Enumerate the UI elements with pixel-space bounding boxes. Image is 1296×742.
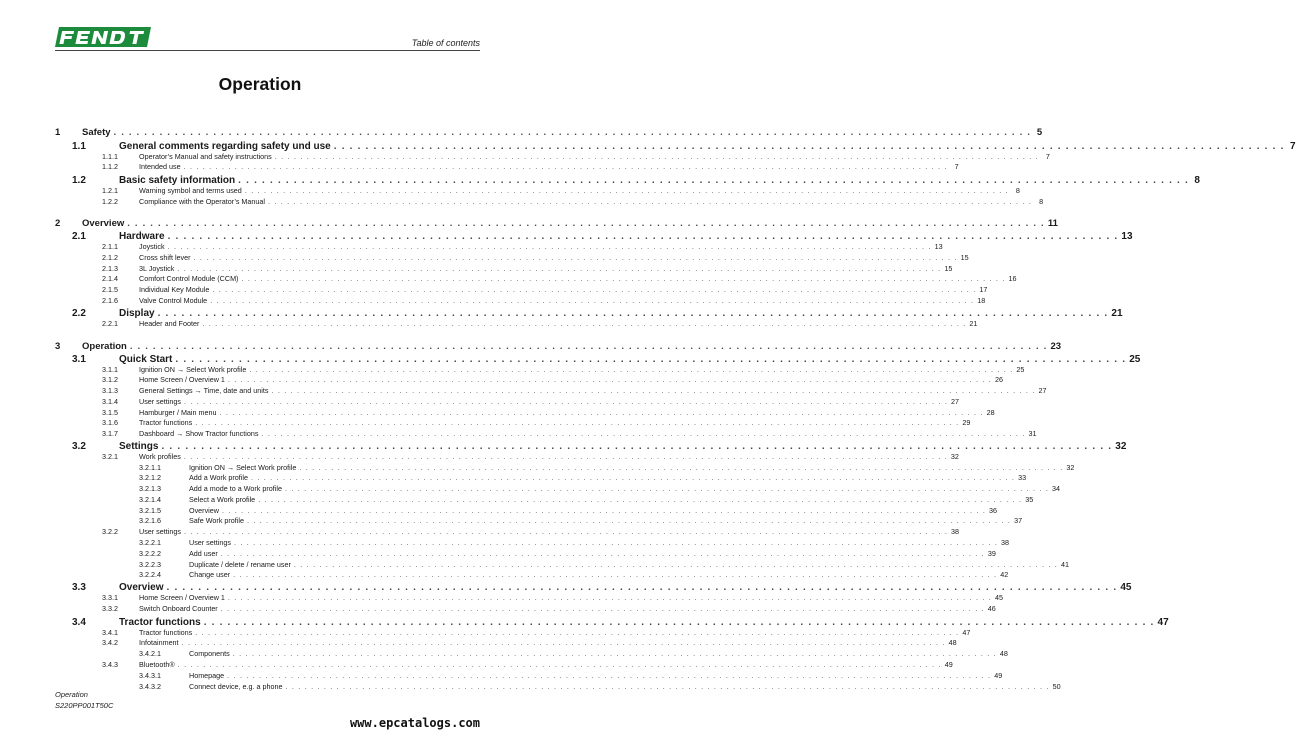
toc-entry-title[interactable]: Bluetooth® — [139, 660, 175, 669]
table-of-contents — [55, 0, 1296, 742]
toc-dot-leader: . . . . . . . . . . . . . . . . . . . . . . . . . . . . . . . . . . . . . . . . . . . . . . . . . . . . . . . . . . . . . . . . . . . . . . . . . . . . . . . . . . . . . . . . . . . . . . . . . . . . . . . . . . . . . . . . . . . . . . . . — [258, 495, 1023, 504]
toc-entry-page[interactable]: 35 — [1025, 495, 1034, 504]
toc-entry-number: 3.1.6 — [102, 418, 118, 427]
toc-entry-title[interactable]: Home Screen / Overview 1 — [139, 375, 225, 384]
toc-entry[interactable] — [55, 341, 1062, 353]
toc-entry-number: 3.3 — [72, 582, 86, 593]
toc-entry-title[interactable]: Home Screen / Overview 1 — [139, 593, 225, 602]
toc-entry-number: 2.1.6 — [102, 296, 118, 305]
toc-entry-page[interactable]: 7 — [1045, 152, 1050, 161]
toc-dot-leader: . . . . . . . . . . . . . . . . . . . . . . . . . . . . . . . . . . . . . . . . . . . . . . . . . . . . . . . . . . . . . . . . . . . . . . . . . . . . . . . . . . . . . . . . . . . . . . . . . . . . . . . . . . . . . . . . . . . . . . . . — [175, 354, 1127, 365]
toc-dot-leader: . . . . . . . . . . . . . . . . . . . . . . . . . . . . . . . . . . . . . . . . . . . . . . . . . . . . . . . . . . . . . . . . . . . . . . . . . . . . . . . . . . . . . . . . . . . . . . . . . . . . . . . . . . . . . . . . . . . . . . . . — [284, 484, 1050, 493]
header-section-label: Table of contents — [411, 38, 480, 48]
toc-entry-title[interactable]: Infotainment — [139, 638, 179, 647]
toc-entry-title[interactable]: Valve Control Module — [139, 296, 208, 305]
toc-entry-number: 3.1.4 — [102, 397, 118, 406]
toc-entry-page[interactable]: 15 — [960, 253, 969, 262]
toc-dot-leader: . . . . . . . . . . . . . . . . . . . . . . . . . . . . . . . . . . . . . . . . . . . . . . . . . . . . . . . . . . . . . . . . . . . . . . . . . . . . . . . . . . . . . . . . . . . . . . . . . . . . . . . . . . . . . . . . . . . . . . . . — [212, 285, 977, 294]
toc-entry-page[interactable]: 18 — [977, 296, 986, 305]
toc-entry-title[interactable]: Quick Start — [119, 354, 173, 365]
toc-entry-number: 1.1 — [72, 141, 86, 152]
toc-entry-page[interactable]: 27 — [1038, 386, 1047, 395]
toc-entry-page[interactable]: 48 — [948, 638, 957, 647]
toc-dot-leader: . . . . . . . . . . . . . . . . . . . . . . . . . . . . . . . . . . . . . . . . . . . . . . . . . . . . . . . . . . . . . . . . . . . . . . . . . . . . . . . . . . . . . . . . . . . . . . . . . . . . . . . . . . . . . . . . . . . . . . . . — [167, 242, 932, 251]
toc-entry-title[interactable]: Dashboard → Show Tractor functions — [139, 429, 259, 438]
toc-entry-title[interactable]: Operator’s Manual and safety instructions — [139, 152, 272, 161]
toc-entry-title[interactable]: Individual Key Module — [139, 285, 210, 294]
toc-entry-page[interactable]: 50 — [1052, 682, 1061, 691]
toc-entry-number: 3.1.1 — [102, 365, 118, 374]
toc-entry-page[interactable]: 47 — [1157, 617, 1169, 628]
toc-dot-leader: . . . . . . . . . . . . . . . . . . . . . . . . . . . . . . . . . . . . . . . . . . . . . . . . . . . . . . . . . . . . . . . . . . . . . . . . . . . . . . . . . . . . . . . . . . . . . . . . . . . . . . . . . . . . . . . . . . . . . . . . — [244, 186, 1009, 195]
toc-entry[interactable] — [55, 604, 996, 616]
toc-dot-leader: . . . . . . . . . . . . . . . . . . . . . . . . . . . . . . . . . . . . . . . . . . . . . . . . . . . . . . . . . . . . . . . . . . . . . . . . . . . . . . . . . . . . . . . . . . . . . . . . . . . . . . . . . . . . . . . . . . . . . . . . — [221, 506, 987, 515]
toc-dot-leader: . . . . . . . . . . . . . . . . . . . . . . . . . . . . . . . . . . . . . . . . . . . . . . . . . . . . . . . . . . . . . . . . . . . . . . . . . . . . . . . . . . . . . . . . . . . . . . . . . . . . . . . . . . . . . . . . . . . . . . . . — [333, 141, 1285, 152]
toc-entry-number: 2.1.5 — [102, 285, 118, 294]
toc-dot-leader: . . . . . . . . . . . . . . . . . . . . . . . . . . . . . . . . . . . . . . . . . . . . . . . . . . . . . . . . . . . . . . . . . . . . . . . . . . . . . . . . . . . . . . . . . . . . . . . . . . . . . . . . . . . . . . . . . . . . . . . . — [220, 549, 985, 558]
toc-entry-page[interactable]: 49 — [994, 671, 1003, 680]
toc-entry-page[interactable]: 8 — [1039, 197, 1044, 206]
toc-entry-title[interactable]: Tractor functions — [139, 418, 193, 427]
toc-dot-leader: . . . . . . . . . . . . . . . . . . . . . . . . . . . . . . . . . . . . . . . . . . . . . . . . . . . . . . . . . . . . . . . . . . . . . . . . . . . . . . . . . . . . . . . . . . . . . . . . . . . . . . . . . . . . . . . . . . . . . . . . — [177, 264, 942, 273]
toc-dot-leader: . . . . . . . . . . . . . . . . . . . . . . . . . . . . . . . . . . . . . . . . . . . . . . . . . . . . . . . . . . . . . . . . . . . . . . . . . . . . . . . . . . . . . . . . . . . . . . . . . . . . . . . . . . . . . . . . . . . . . . . . — [227, 593, 992, 602]
toc-dot-leader: . . . . . . . . . . . . . . . . . . . . . . . . . . . . . . . . . . . . . . . . . . . . . . . . . . . . . . . . . . . . . . . . . . . . . . . . . . . . . . . . . . . . . . . . . . . . . . . . . . . . . . . . . . . . . . . . . . . . . . . . — [113, 127, 1032, 138]
toc-dot-leader: . . . . . . . . . . . . . . . . . . . . . . . . . . . . . . . . . . . . . . . . . . . . . . . . . . . . . . . . . . . . . . . . . . . . . . . . . . . . . . . . . . . . . . . . . . . . . . . . . . . . . . . . . . . . . . . . . . . . . . . . — [210, 296, 975, 305]
toc-dot-leader: . . . . . . . . . . . . . . . . . . . . . . . . . . . . . . . . . . . . . . . . . . . . . . . . . . . . . . . . . . . . . . . . . . . . . . . . . . . . . . . . . . . . . . . . . . . . . . . . . . . . . . . . . . . . . . . . . . . . . . . . — [129, 341, 1048, 352]
toc-entry-page[interactable]: 41 — [1060, 560, 1069, 569]
toc-entry-title[interactable]: Intended use — [139, 162, 181, 171]
toc-entry-number: 3.2.1.1 — [139, 463, 161, 472]
toc-entry-title[interactable]: User settings — [139, 527, 181, 536]
toc-entry-title[interactable]: Select a Work profile — [189, 495, 256, 504]
toc-entry-number: 3.2.1.6 — [139, 516, 161, 525]
toc-dot-leader: . . . . . . . . . . . . . . . . . . . . . . . . . . . . . . . . . . . . . . . . . . . . . . . . . . . . . . . . . . . . . . . . . . . . . . . . . . . . . . . . . . . . . . . . . . . . . . . . . . . . . . . . . . . . . . . . . . . . . . . . — [274, 152, 1039, 161]
toc-entry-title[interactable]: Components — [189, 649, 230, 658]
toc-entry-title[interactable]: General Settings → Time, date and units — [139, 386, 269, 395]
toc-dot-leader: . . . . . . . . . . . . . . . . . . . . . . . . . . . . . . . . . . . . . . . . . . . . . . . . . . . . . . . . . . . . . . . . . . . . . . . . . . . . . . . . . . . . . . . . . . . . . . . . . . . . . . . . . . . . . . . . . . . . . . . . — [183, 162, 948, 171]
toc-dot-leader: . . . . . . . . . . . . . . . . . . . . . . . . . . . . . . . . . . . . . . . . . . . . . . . . . . . . . . . . . . . . . . . . . . . . . . . . . . . . . . . . . . . . . . . . . . . . . . . . . . . . . . . . . . . . . . . . . . . . . . . . — [251, 473, 1016, 482]
toc-entry-title[interactable]: User settings — [139, 397, 181, 406]
toc-entry-page[interactable]: 45 — [994, 593, 1003, 602]
toc-entry-page[interactable]: 7 — [954, 162, 959, 171]
toc-entry[interactable] — [55, 197, 1044, 209]
toc-entry-title[interactable]: Switch Onboard Counter — [139, 604, 218, 613]
toc-entry-number: 1.2.1 — [102, 186, 118, 195]
toc-dot-leader: . . . . . . . . . . . . . . . . . . . . . . . . . . . . . . . . . . . . . . . . . . . . . . . . . . . . . . . . . . . . . . . . . . . . . . . . . . . . . . . . . . . . . . . . . . . . . . . . . . . . . . . . . . . . . . . . . . . . . . . . — [195, 418, 960, 427]
toc-dot-leader: . . . . . . . . . . . . . . . . . . . . . . . . . . . . . . . . . . . . . . . . . . . . . . . . . . . . . . . . . . . . . . . . . . . . . . . . . . . . . . . . . . . . . . . . . . . . . . . . . . . . . . . . . . . . . . . . . . . . . . . . — [161, 441, 1113, 452]
toc-entry-number: 2.1.1 — [102, 242, 118, 251]
toc-entry-number: 1 — [55, 127, 61, 138]
toc-entry-number: 3.2.1.3 — [139, 484, 161, 493]
toc-entry-number: 3.4.3.1 — [139, 671, 161, 680]
toc-entry-page[interactable]: 16 — [1008, 274, 1017, 283]
toc-entry-number: 3.2.2.2 — [139, 549, 161, 558]
toc-dot-leader: . . . . . . . . . . . . . . . . . . . . . . . . . . . . . . . . . . . . . . . . . . . . . . . . . . . . . . . . . . . . . . . . . . . . . . . . . . . . . . . . . . . . . . . . . . . . . . . . . . . . . . . . . . . . . . . . . . . . . . . . — [183, 452, 948, 461]
toc-entry-number: 3.2.2 — [102, 527, 118, 536]
watermark-url: www.epcatalogs.com — [349, 716, 480, 730]
toc-entry-title[interactable]: Hardware — [119, 231, 165, 242]
toc-entry-page[interactable]: 33 — [1018, 473, 1027, 482]
toc-entry-number: 3.1.3 — [102, 386, 118, 395]
toc-entry[interactable] — [55, 127, 1043, 139]
toc-entry-page[interactable]: 38 — [1001, 538, 1010, 547]
toc-entry-title[interactable]: Tractor functions — [119, 617, 201, 628]
toc-entry-title[interactable]: Hamburger / Main menu — [139, 408, 217, 417]
toc-entry-page[interactable]: 7 — [1290, 141, 1296, 152]
toc-entry-number: 3.2.2.3 — [139, 560, 161, 569]
toc-entry-page[interactable]: 25 — [1016, 365, 1025, 374]
toc-entry-number: 3.2.1.4 — [139, 495, 161, 504]
toc-dot-leader: . . . . . . . . . . . . . . . . . . . . . . . . . . . . . . . . . . . . . . . . . . . . . . . . . . . . . . . . . . . . . . . . . . . . . . . . . . . . . . . . . . . . . . . . . . . . . . . . . . . . . . . . . . . . . . . . . . . . . . . . — [220, 604, 985, 613]
toc-entry-page[interactable]: 39 — [987, 549, 996, 558]
toc-entry-page[interactable]: 29 — [962, 418, 971, 427]
toc-dot-leader: . . . . . . . . . . . . . . . . . . . . . . . . . . . . . . . . . . . . . . . . . . . . . . . . . . . . . . . . . . . . . . . . . . . . . . . . . . . . . . . . . . . . . . . . . . . . . . . . . . . . . . . . . . . . . . . . . . . . . . . . — [127, 218, 1045, 229]
toc-entry-page[interactable]: 36 — [989, 506, 998, 515]
toc-entry[interactable] — [55, 218, 1058, 230]
toc-entry-number: 3.2.2.4 — [139, 570, 161, 579]
toc-dot-leader: . . . . . . . . . . . . . . . . . . . . . . . . . . . . . . . . . . . . . . . . . . . . . . . . . . . . . . . . . . . . . . . . . . . . . . . . . . . . . . . . . . . . . . . . . . . . . . . . . . . . . . . . . . . . . . . . . . . . . . . . — [183, 527, 949, 536]
toc-entry-number: 3.1 — [72, 354, 86, 365]
toc-entry-title[interactable]: Compliance with the Operator’s Manual — [139, 197, 265, 206]
toc-dot-leader: . . . . . . . . . . . . . . . . . . . . . . . . . . . . . . . . . . . . . . . . . . . . . . . . . . . . . . . . . . . . . . . . . . . . . . . . . . . . . . . . . . . . . . . . . . . . . . . . . . . . . . . . . . . . . . . . . . . . . . . . — [157, 308, 1109, 319]
toc-entry-number: 3.1.2 — [102, 375, 118, 384]
toc-entry[interactable] — [55, 682, 1061, 694]
toc-entry-number: 3.4.2 — [102, 638, 118, 647]
toc-entry-title[interactable]: Operation — [82, 341, 127, 352]
toc-entry-number: 3.2.1.2 — [139, 473, 161, 482]
toc-entry-title[interactable]: Ignition ON → Select Work profile — [139, 365, 247, 374]
toc-entry-page[interactable]: 26 — [994, 375, 1003, 384]
toc-dot-leader: . . . . . . . . . . . . . . . . . . . . . . . . . . . . . . . . . . . . . . . . . . . . . . . . . . . . . . . . . . . . . . . . . . . . . . . . . . . . . . . . . . . . . . . . . . . . . . . . . . . . . . . . . . . . . . . . . . . . . . . . — [285, 682, 1050, 691]
toc-entry-page[interactable]: 47 — [962, 628, 971, 637]
toc-entry-page[interactable]: 32 — [1115, 441, 1127, 452]
toc-dot-leader: . . . . . . . . . . . . . . . . . . . . . . . . . . . . . . . . . . . . . . . . . . . . . . . . . . . . . . . . . . . . . . . . . . . . . . . . . . . . . . . . . . . . . . . . . . . . . . . . . . . . . . . . . . . . . . . . . . . . . . . . — [203, 617, 1155, 628]
toc-entry-page[interactable]: 17 — [979, 285, 988, 294]
toc-dot-leader: . . . . . . . . . . . . . . . . . . . . . . . . . . . . . . . . . . . . . . . . . . . . . . . . . . . . . . . . . . . . . . . . . . . . . . . . . . . . . . . . . . . . . . . . . . . . . . . . . . . . . . . . . . . . . . . . . . . . . . . . — [202, 319, 967, 328]
toc-entry-title[interactable]: Comfort Control Module (CCM) — [139, 274, 239, 283]
toc-entry-number: 2.1 — [72, 231, 86, 242]
toc-dot-leader: . . . . . . . . . . . . . . . . . . . . . . . . . . . . . . . . . . . . . . . . . . . . . . . . . . . . . . . . . . . . . . . . . . . . . . . . . . . . . . . . . . . . . . . . . . . . . . . . . . . . . . . . . . . . . . . . . . . . . . . . — [249, 365, 1014, 374]
toc-entry-number: 1.2 — [72, 175, 86, 186]
toc-entry-title[interactable]: Safe Work profile — [189, 516, 244, 525]
toc-dot-leader: . . . . . . . . . . . . . . . . . . . . . . . . . . . . . . . . . . . . . . . . . . . . . . . . . . . . . . . . . . . . . . . . . . . . . . . . . . . . . . . . . . . . . . . . . . . . . . . . . . . . . . . . . . . . . . . . . . . . . . . . — [233, 538, 999, 547]
toc-entry-title[interactable]: Header and Footer — [139, 319, 200, 328]
toc-entry-title[interactable]: Overview — [189, 506, 219, 515]
toc-entry[interactable] — [55, 319, 978, 331]
toc-entry-number: 3.2.1 — [102, 452, 118, 461]
toc-dot-leader: . . . . . . . . . . . . . . . . . . . . . . . . . . . . . . . . . . . . . . . . . . . . . . . . . . . . . . . . . . . . . . . . . . . . . . . . . . . . . . . . . . . . . . . . . . . . . . . . . . . . . . . . . . . . . . . . . . . . . . . . — [299, 463, 1064, 472]
toc-entry-title[interactable]: Ignition ON → Select Work profile — [189, 463, 297, 472]
toc-entry-number: 1.2.2 — [102, 197, 118, 206]
toc-entry-number: 3.4.2.1 — [139, 649, 161, 658]
toc-entry-title[interactable]: Joystick — [139, 242, 165, 251]
toc-entry-page[interactable]: 46 — [987, 604, 996, 613]
toc-dot-leader: . . . . . . . . . . . . . . . . . . . . . . . . . . . . . . . . . . . . . . . . . . . . . . . . . . . . . . . . . . . . . . . . . . . . . . . . . . . . . . . . . . . . . . . . . . . . . . . . . . . . . . . . . . . . . . . . . . . . . . . . — [233, 570, 998, 579]
toc-entry[interactable] — [55, 429, 1037, 441]
toc-entry-page[interactable]: 48 — [999, 649, 1008, 658]
toc-entry-title[interactable]: Tractor functions — [139, 628, 193, 637]
toc-entry-page[interactable]: 34 — [1052, 484, 1061, 493]
toc-entry-title[interactable]: Basic safety information — [119, 175, 236, 186]
toc-entry-page[interactable]: 28 — [986, 408, 995, 417]
toc-entry-number: 3.2.2.1 — [139, 538, 161, 547]
toc-entry-number: 3.4.3.2 — [139, 682, 161, 691]
toc-entry-page[interactable]: 27 — [951, 397, 960, 406]
page-title: Operation — [218, 74, 302, 94]
toc-entry-title[interactable]: Overview — [82, 218, 125, 229]
toc-entry[interactable] — [55, 162, 959, 174]
toc-entry-page[interactable]: 31 — [1028, 429, 1037, 438]
toc-dot-leader: . . . . . . . . . . . . . . . . . . . . . . . . . . . . . . . . . . . . . . . . . . . . . . . . . . . . . . . . . . . . . . . . . . . . . . . . . . . . . . . . . . . . . . . . . . . . . . . . . . . . . . . . . . . . . . . . . . . . . . . . — [177, 660, 942, 669]
toc-entry-title[interactable]: Duplicate / delete / rename user — [189, 560, 291, 569]
toc-entry-page[interactable]: 5 — [1036, 127, 1043, 138]
toc-entry-page[interactable]: 11 — [1047, 218, 1058, 229]
toc-entry-number: 3 — [55, 341, 61, 352]
toc-entry-number: 3.4.1 — [102, 628, 118, 637]
toc-entry-title[interactable]: Warning symbol and terms used — [139, 186, 242, 195]
toc-entry-page[interactable]: 15 — [944, 264, 953, 273]
toc-entry-title[interactable]: Cross shift lever — [139, 253, 191, 262]
toc-entry-number: 3.4.3 — [102, 660, 118, 669]
toc-dot-leader: . . . . . . . . . . . . . . . . . . . . . . . . . . . . . . . . . . . . . . . . . . . . . . . . . . . . . . . . . . . . . . . . . . . . . . . . . . . . . . . . . . . . . . . . . . . . . . . . . . . . . . . . . . . . . . . . . . . . . . . . — [238, 175, 1189, 186]
toc-dot-leader: . . . . . . . . . . . . . . . . . . . . . . . . . . . . . . . . . . . . . . . . . . . . . . . . . . . . . . . . . . . . . . . . . . . . . . . . . . . . . . . . . . . . . . . . . . . . . . . . . . . . . . . . . . . . . . . . . . . . . . . . — [166, 582, 1118, 593]
toc-dot-leader: . . . . . . . . . . . . . . . . . . . . . . . . . . . . . . . . . . . . . . . . . . . . . . . . . . . . . . . . . . . . . . . . . . . . . . . . . . . . . . . . . . . . . . . . . . . . . . . . . . . . . . . . . . . . . . . . . . . . . . . . — [261, 429, 1026, 438]
toc-entry-title[interactable]: Homepage — [189, 671, 225, 680]
toc-entry-page[interactable]: 42 — [1000, 570, 1009, 579]
toc-entry-title[interactable]: 3L Joystick — [139, 264, 175, 273]
toc-entry-page[interactable]: 13 — [934, 242, 943, 251]
toc-entry-number: 2.1.4 — [102, 274, 118, 283]
toc-entry-page[interactable]: 25 — [1129, 354, 1141, 365]
toc-dot-leader: . . . . . . . . . . . . . . . . . . . . . . . . . . . . . . . . . . . . . . . . . . . . . . . . . . . . . . . . . . . . . . . . . . . . . . . . . . . . . . . . . . . . . . . . . . . . . . . . . . . . . . . . . . . . . . . . . . . . . . . . — [195, 628, 960, 637]
toc-entry-number: 2 — [55, 218, 61, 229]
footer-title: Operation — [55, 690, 88, 699]
toc-entry-page[interactable]: 23 — [1050, 341, 1062, 352]
toc-entry-page[interactable]: 32 — [950, 452, 959, 461]
toc-dot-leader: . . . . . . . . . . . . . . . . . . . . . . . . . . . . . . . . . . . . . . . . . . . . . . . . . . . . . . . . . . . . . . . . . . . . . . . . . . . . . . . . . . . . . . . . . . . . . . . . . . . . . . . . . . . . . . . . . . . . . . . . — [232, 649, 997, 658]
toc-entry-title[interactable]: General comments regarding safety und use — [119, 141, 331, 152]
toc-entry-number: 3.4 — [72, 617, 86, 628]
toc-entry-number: 3.1.5 — [102, 408, 118, 417]
toc-dot-leader: . . . . . . . . . . . . . . . . . . . . . . . . . . . . . . . . . . . . . . . . . . . . . . . . . . . . . . . . . . . . . . . . . . . . . . . . . . . . . . . . . . . . . . . . . . . . . . . . . . . . . . . . . . . . . . . . . . . . . . . . — [227, 671, 992, 680]
toc-dot-leader: . . . . . . . . . . . . . . . . . . . . . . . . . . . . . . . . . . . . . . . . . . . . . . . . . . . . . . . . . . . . . . . . . . . . . . . . . . . . . . . . . . . . . . . . . . . . . . . . . . . . . . . . . . . . . . . . . . . . . . . . — [293, 560, 1058, 569]
toc-entry-number: 2.1.3 — [102, 264, 118, 273]
toc-entry[interactable] — [55, 296, 986, 308]
toc-entry-page[interactable]: 8 — [1194, 175, 1200, 186]
toc-entry-number: 3.2.1.5 — [139, 506, 161, 515]
toc-entry-title[interactable]: Settings — [119, 441, 159, 452]
toc-entry-title[interactable]: Safety — [82, 127, 111, 138]
toc-dot-leader: . . . . . . . . . . . . . . . . . . . . . . . . . . . . . . . . . . . . . . . . . . . . . . . . . . . . . . . . . . . . . . . . . . . . . . . . . . . . . . . . . . . . . . . . . . . . . . . . . . . . . . . . . . . . . . . . . . . . . . . . — [193, 253, 958, 262]
toc-entry-title[interactable]: Display — [119, 308, 155, 319]
toc-entry[interactable] — [55, 570, 1009, 582]
toc-entry-page[interactable]: 45 — [1120, 582, 1132, 593]
toc-entry-page[interactable]: 8 — [1015, 186, 1020, 195]
toc-entry-page[interactable]: 49 — [944, 660, 953, 669]
toc-entry-number: 3.3.1 — [102, 593, 118, 602]
toc-entry-page[interactable]: 13 — [1121, 231, 1133, 242]
toc-dot-leader: . . . . . . . . . . . . . . . . . . . . . . . . . . . . . . . . . . . . . . . . . . . . . . . . . . . . . . . . . . . . . . . . . . . . . . . . . . . . . . . . . . . . . . . . . . . . . . . . . . . . . . . . . . . . . . . . . . . . . . . . — [167, 231, 1119, 242]
toc-dot-leader: . . . . . . . . . . . . . . . . . . . . . . . . . . . . . . . . . . . . . . . . . . . . . . . . . . . . . . . . . . . . . . . . . . . . . . . . . . . . . . . . . . . . . . . . . . . . . . . . . . . . . . . . . . . . . . . . . . . . . . . . — [267, 197, 1033, 206]
toc-entry-number: 3.3.2 — [102, 604, 118, 613]
toc-entry-number: 2.2.1 — [102, 319, 118, 328]
toc-entry-title[interactable]: Overview — [119, 582, 164, 593]
toc-entry-title[interactable]: User settings — [189, 538, 231, 547]
toc-dot-leader: . . . . . . . . . . . . . . . . . . . . . . . . . . . . . . . . . . . . . . . . . . . . . . . . . . . . . . . . . . . . . . . . . . . . . . . . . . . . . . . . . . . . . . . . . . . . . . . . . . . . . . . . . . . . . . . . . . . . . . . . — [219, 408, 984, 417]
toc-dot-leader: . . . . . . . . . . . . . . . . . . . . . . . . . . . . . . . . . . . . . . . . . . . . . . . . . . . . . . . . . . . . . . . . . . . . . . . . . . . . . . . . . . . . . . . . . . . . . . . . . . . . . . . . . . . . . . . . . . . . . . . . — [183, 397, 949, 406]
toc-entry-number: 3.1.7 — [102, 429, 118, 438]
toc-entry-number: 2.1.2 — [102, 253, 118, 262]
toc-entry-page[interactable]: 37 — [1014, 516, 1023, 525]
toc-dot-leader: . . . . . . . . . . . . . . . . . . . . . . . . . . . . . . . . . . . . . . . . . . . . . . . . . . . . . . . . . . . . . . . . . . . . . . . . . . . . . . . . . . . . . . . . . . . . . . . . . . . . . . . . . . . . . . . . . . . . . . . . — [247, 516, 1012, 525]
footer-document-code: S220PP001T50C — [55, 701, 114, 710]
toc-dot-leader: . . . . . . . . . . . . . . . . . . . . . . . . . . . . . . . . . . . . . . . . . . . . . . . . . . . . . . . . . . . . . . . . . . . . . . . . . . . . . . . . . . . . . . . . . . . . . . . . . . . . . . . . . . . . . . . . . . . . . . . . — [271, 386, 1036, 395]
toc-entry-page[interactable]: 38 — [951, 527, 960, 536]
toc-entry-title[interactable]: Connect device, e.g. a phone — [189, 682, 283, 691]
toc-entry-number: 1.1.2 — [102, 162, 118, 171]
toc-entry-page[interactable]: 21 — [969, 319, 978, 328]
toc-entry-title[interactable]: Change user — [189, 570, 231, 579]
toc-dot-leader: . . . . . . . . . . . . . . . . . . . . . . . . . . . . . . . . . . . . . . . . . . . . . . . . . . . . . . . . . . . . . . . . . . . . . . . . . . . . . . . . . . . . . . . . . . . . . . . . . . . . . . . . . . . . . . . . . . . . . . . . — [227, 375, 992, 384]
toc-entry-title[interactable]: Work profiles — [139, 452, 181, 461]
toc-entry-page[interactable]: 32 — [1066, 463, 1075, 472]
toc-dot-leader: . . . . . . . . . . . . . . . . . . . . . . . . . . . . . . . . . . . . . . . . . . . . . . . . . . . . . . . . . . . . . . . . . . . . . . . . . . . . . . . . . . . . . . . . . . . . . . . . . . . . . . . . . . . . . . . . . . . . . . . . — [181, 638, 946, 647]
toc-entry-number: 3.2 — [72, 441, 86, 452]
toc-entry-number: 1.1.1 — [102, 152, 118, 161]
toc-entry-title[interactable]: Add a Work profile — [189, 473, 248, 482]
toc-entry-title[interactable]: Add user — [189, 549, 218, 558]
toc-entry-page[interactable]: 21 — [1111, 308, 1123, 319]
toc-dot-leader: . . . . . . . . . . . . . . . . . . . . . . . . . . . . . . . . . . . . . . . . . . . . . . . . . . . . . . . . . . . . . . . . . . . . . . . . . . . . . . . . . . . . . . . . . . . . . . . . . . . . . . . . . . . . . . . . . . . . . . . . — [241, 274, 1006, 283]
toc-entry-title[interactable]: Add a mode to a Work profile — [189, 484, 282, 493]
toc-entry-number: 2.2 — [72, 308, 86, 319]
